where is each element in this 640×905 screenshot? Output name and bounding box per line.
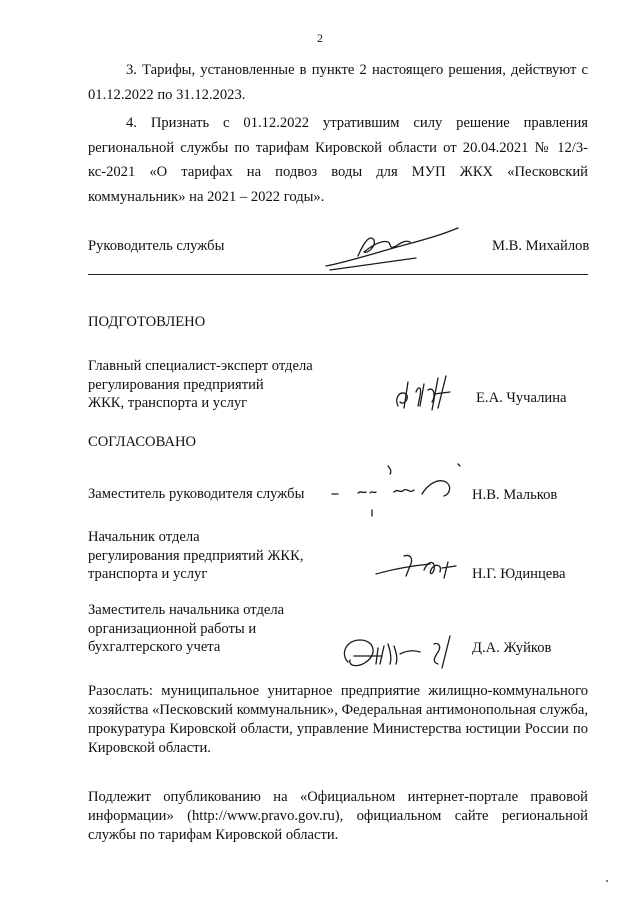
approver-3-position bbox=[88, 601, 284, 657]
approver-2-position-line: регулирования предприятий ЖКК, bbox=[88, 547, 304, 564]
approver-2-position bbox=[88, 528, 304, 584]
approver-2-position-line: транспорта и услуг bbox=[88, 566, 208, 582]
prepared-position-line: регулирования предприятий bbox=[88, 376, 264, 393]
distribution-text: Разослать: муниципальное унитарное предприятие жилищно-коммунального хозяйства «Песковский коммунальник», Федеральная антимонопольная служба, прокуратура Кировской области, управление Министерства юстиции России по Кировской области. bbox=[88, 683, 588, 756]
prepared-heading: ПОДГОТОВЛЕНО bbox=[88, 314, 206, 330]
publication-text: Подлежит опубликованию на «Официальном интернет-портале правовой информации» (http://www.pravo.gov.ru), официальном сайте региональной службы по тарифам Кировской области. bbox=[88, 789, 588, 843]
approver-3-name: Д.А. Жуйков bbox=[472, 640, 552, 656]
approver-1-position-line: Заместитель руководителя службы bbox=[88, 486, 305, 502]
head-name: М.В. Михайлов bbox=[492, 238, 590, 254]
approver-3-position-line: бухгалтерского учета bbox=[88, 639, 221, 655]
paragraph-3: 3. Тарифы, установленные в пункте 2 настоящего решения, действуют с 01.12.2022 по 31.12.2023. bbox=[88, 62, 588, 103]
approved-heading: СОГЛАСОВАНО bbox=[88, 434, 197, 450]
paragraph-4: 4. Признать с 01.12.2022 утратившим силу решение правления региональной службы по тарифам Кировской области от 20.04.2021 № 12/3-кс-2021 «О тарифах на подвоз воды для МУП ЖКХ «Песковский коммунальник» на 2021 – 2022 годы». bbox=[88, 115, 588, 205]
prepared-name: Е.А. Чучалина bbox=[476, 390, 567, 406]
approver-1-signature bbox=[328, 460, 468, 520]
head-title: Руководитель службы bbox=[88, 238, 225, 254]
approver-1-position bbox=[88, 485, 304, 504]
prepared-position bbox=[88, 357, 313, 413]
prepared-position-line: ЖКК, транспорта и услуг bbox=[88, 395, 248, 411]
approver-2-name: Н.Г. Юдинцева bbox=[472, 566, 566, 582]
page-number: 2 bbox=[317, 31, 323, 45]
scan-speck bbox=[606, 880, 608, 882]
divider-line bbox=[88, 274, 588, 275]
approver-3-position-line: Заместитель начальника отдела bbox=[88, 602, 285, 618]
head-signature bbox=[318, 222, 468, 274]
prepared-position-line: Главный специалист-эксперт отдела bbox=[88, 358, 313, 374]
approver-2-position-line: Начальник отдела bbox=[88, 529, 200, 545]
prepared-signature bbox=[388, 372, 458, 414]
approver-1-name: Н.В. Мальков bbox=[472, 487, 558, 503]
approver-3-position-line: организационной работы и bbox=[88, 620, 257, 637]
approver-3-signature bbox=[338, 626, 468, 674]
approver-2-signature bbox=[370, 548, 470, 588]
